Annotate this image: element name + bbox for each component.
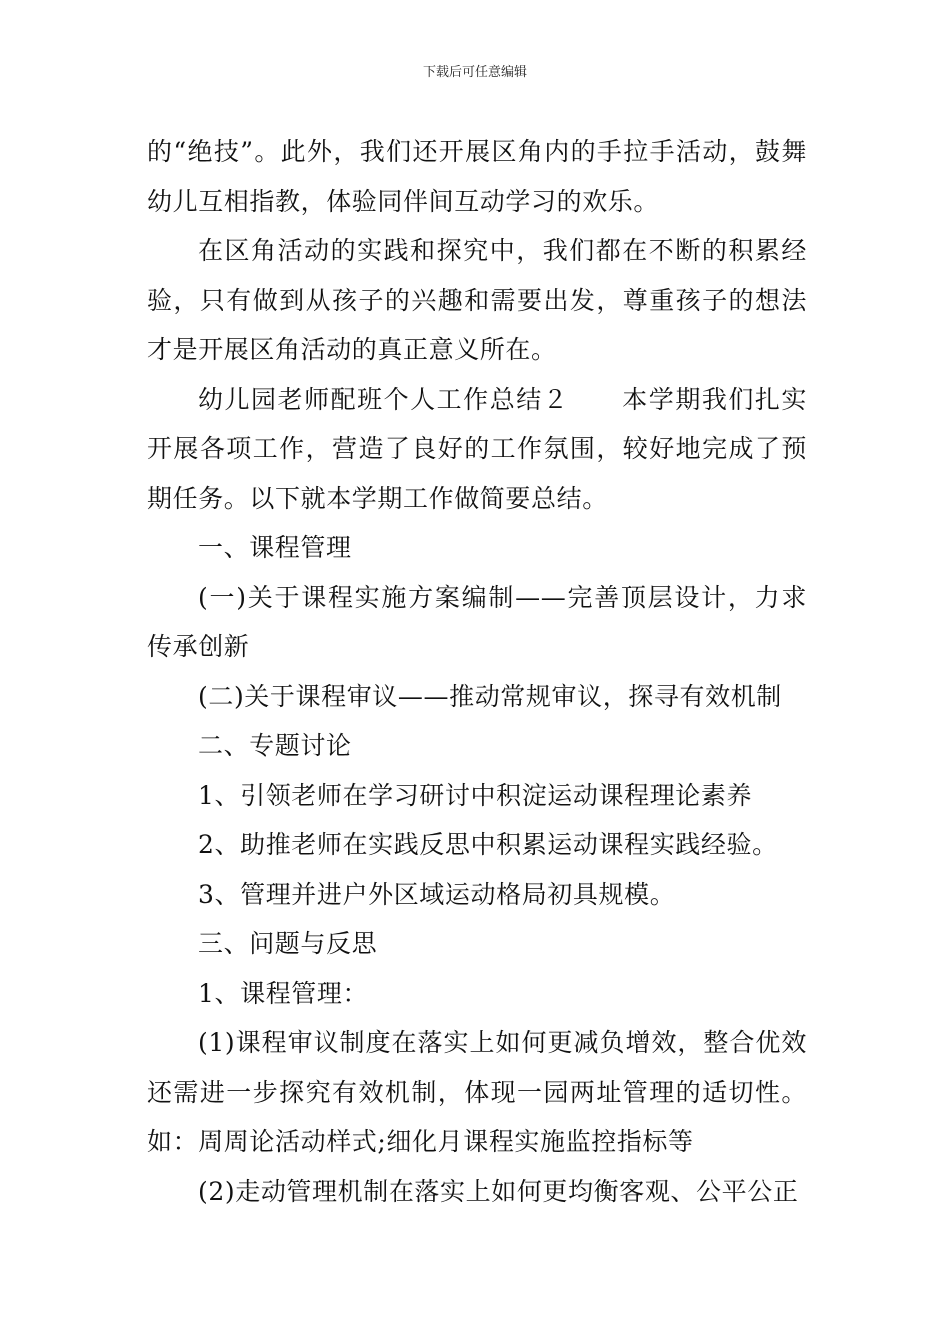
paragraph-summary-intro: 幼儿园老师配班个人工作总结２ 本学期我们扎实开展各项工作，营造了良好的工作氛围，较好地完成了预期任务。以下就本学期工作做简要总结。 bbox=[147, 384, 807, 513]
paragraph-reflection: 在区角活动的实践和探究中，我们都在不断的积累经验，只有做到从孩子的兴趣和需要出发，尊重孩子的想法才是开展区角活动的真正意义所在。 bbox=[147, 236, 807, 364]
page-header: 下载后可任意编辑 bbox=[422, 65, 527, 80]
item-problem-2: (2)走动管理机制在落实上如何更均衡客观、公平公正 bbox=[198, 1176, 799, 1206]
heading-topic-discussion: 二、专题讨论 bbox=[198, 731, 352, 760]
document-body bbox=[147, 127, 807, 1216]
heading-problems-reflection: 三、问题与反思 bbox=[198, 929, 378, 958]
item-problem-1: (1)课程审议制度在落实上如何更减负增效，整合优效还需进一步探究有效机制，体现一园两址管理的适切性。如：周周论活动样式;细化月课程实施监控指标等 bbox=[147, 1028, 807, 1156]
item-discussion-3: 3、管理并进户外区域运动格局初具规模。 bbox=[198, 879, 676, 909]
item-curriculum-plan: (一)关于课程实施方案编制——完善顶层设计，力求传承创新 bbox=[147, 582, 807, 661]
item-discussion-2: 2、助推老师在实践反思中积累运动课程实践经验。 bbox=[198, 830, 778, 859]
heading-curriculum-management: 一、课程管理 bbox=[198, 533, 352, 562]
item-discussion-1: 1、引领老师在学习研讨中积淀运动课程理论素养 bbox=[198, 780, 753, 810]
item-curriculum-review: (二)关于课程审议——推动常规审议，探寻有效机制 bbox=[198, 681, 782, 711]
subheading-curriculum-management: 1、课程管理： bbox=[198, 978, 369, 1008]
paragraph-continuation: 的“绝技”。此外，我们还开展区角内的手拉手活动，鼓舞幼儿互相指教，体验同伴间互动学习的欢乐。 bbox=[147, 137, 807, 216]
